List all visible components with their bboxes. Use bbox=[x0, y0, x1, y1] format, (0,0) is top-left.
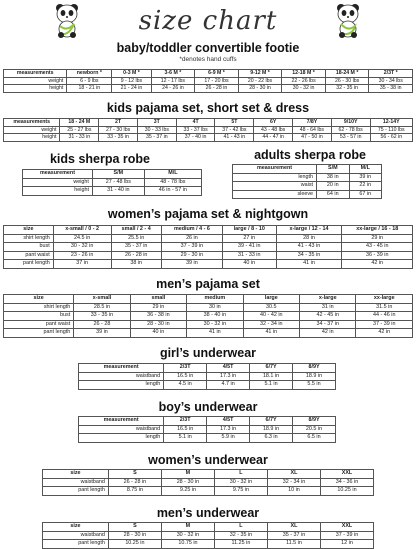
table-header-cell: M/L bbox=[144, 170, 201, 179]
row-label: height bbox=[23, 187, 93, 196]
table-cell: 37 - 40 in bbox=[176, 134, 215, 142]
table-cell: 18 - 21 in bbox=[67, 85, 112, 93]
table-cell: 37 - 42 lbs bbox=[215, 126, 254, 134]
table-cell: 29 - 30 in bbox=[161, 251, 222, 260]
row-label: pant length bbox=[43, 487, 109, 496]
table-cell: 39 in bbox=[74, 329, 130, 338]
table-header-cell: measurement bbox=[23, 170, 93, 179]
kids-pajama-size-table bbox=[3, 118, 413, 142]
table-header-cell: 4T bbox=[176, 119, 215, 127]
table-row bbox=[233, 190, 382, 199]
table-cell: 12 in bbox=[320, 540, 373, 549]
table-cell: 27 - 48 lbs bbox=[92, 178, 144, 187]
table-row bbox=[233, 173, 382, 182]
table-row bbox=[4, 312, 413, 321]
table-header-cell: 7/8Y bbox=[293, 119, 332, 127]
mens-pajama-size-table bbox=[3, 294, 413, 338]
row-label: shirt length bbox=[4, 303, 74, 312]
row-label: pant length bbox=[4, 329, 74, 338]
table-row bbox=[4, 134, 413, 142]
table-cell: 43 - 45 in bbox=[342, 243, 413, 252]
table-cell: 26 - 28 in bbox=[108, 478, 161, 487]
table-cell: 28 - 30 in bbox=[161, 478, 214, 487]
table-cell: 17.3 in bbox=[207, 425, 250, 434]
table-cell: 34 - 37 in bbox=[300, 320, 356, 329]
table-cell: 41 - 43 in bbox=[276, 243, 342, 252]
table-cell: 35 - 37 in bbox=[267, 531, 320, 540]
table-header-cell: x-large / 12 - 14 bbox=[276, 226, 342, 235]
table-cell: 22 in bbox=[349, 182, 381, 191]
row-label: height bbox=[4, 134, 60, 142]
table-cell: 28 - 30 in bbox=[238, 85, 282, 93]
mens-pajama-title: men’s pajama set bbox=[156, 277, 260, 291]
table-header-cell: L bbox=[214, 523, 267, 532]
table-header-cell: 6-9 M * bbox=[195, 70, 239, 78]
table-header-cell: L bbox=[214, 470, 267, 479]
table-header-cell: newborn * bbox=[67, 70, 112, 78]
table-header-cell: small / 2 - 4 bbox=[111, 226, 161, 235]
girls-underwear-size-table bbox=[78, 363, 336, 390]
table-cell: 67 in bbox=[349, 190, 381, 199]
table-cell: 30 - 32 in bbox=[161, 531, 214, 540]
womens-pajama-size-table bbox=[3, 225, 413, 269]
table-header-cell: xx-large / 16 - 18 bbox=[342, 226, 413, 235]
table-cell: 9 - 12 lbs bbox=[112, 77, 151, 85]
row-label: bust bbox=[4, 243, 54, 252]
table-cell: 30.5 bbox=[243, 303, 299, 312]
table-cell: 37 in bbox=[53, 260, 111, 269]
table-cell: 6.3 in bbox=[250, 434, 293, 443]
womens-pajama-title: women’s pajama set & nightgown bbox=[107, 207, 309, 221]
table-cell: 35 - 37 in bbox=[111, 243, 161, 252]
table-header-row bbox=[4, 295, 413, 304]
table-header-cell: 8/9Y bbox=[293, 364, 336, 373]
table-cell: 30 - 33 lbs bbox=[137, 126, 176, 134]
row-label: bust bbox=[4, 312, 74, 321]
kids-robe-size-table bbox=[22, 169, 202, 196]
table-header-row bbox=[43, 523, 374, 532]
row-label: waistband bbox=[79, 372, 164, 381]
table-cell: 31.5 in bbox=[356, 303, 413, 312]
table-header-cell: measurement bbox=[233, 165, 317, 174]
table-cell: 62 - 78 lbs bbox=[331, 126, 370, 134]
table-cell: 9.25 in bbox=[161, 487, 214, 496]
table-row bbox=[79, 372, 336, 381]
table-header-cell: medium / 4 - 6 bbox=[161, 226, 222, 235]
table-cell: 28.5 in bbox=[74, 303, 130, 312]
table-cell: 35 - 38 in bbox=[369, 85, 413, 93]
table-cell: 42 - 45 in bbox=[300, 312, 356, 321]
table-cell: 34 - 36 in bbox=[320, 478, 373, 487]
table-header-row bbox=[233, 165, 382, 174]
table-cell: 36 - 39 in bbox=[342, 251, 413, 260]
table-cell: 38 in bbox=[317, 173, 349, 182]
mens-underwear-size-table bbox=[42, 522, 374, 549]
row-label: shirt length bbox=[4, 234, 54, 243]
table-cell: 48 - 64 lbs bbox=[293, 126, 332, 134]
table-cell: 28 in bbox=[276, 234, 342, 243]
table-cell: 33 - 35 in bbox=[74, 312, 130, 321]
table-header-cell: S/M bbox=[92, 170, 144, 179]
table-cell: 5.1 in bbox=[250, 381, 293, 390]
row-label: waistband bbox=[43, 531, 109, 540]
table-cell: 35 - 37 in bbox=[137, 134, 176, 142]
table-header-cell: 12-18 M * bbox=[282, 70, 326, 78]
table-cell: 32 - 34 in bbox=[267, 478, 320, 487]
table-cell: 46 in - 57 in bbox=[144, 187, 201, 196]
table-header-cell: XXL bbox=[320, 470, 373, 479]
table-cell: 11.5 in bbox=[267, 540, 320, 549]
table-row bbox=[23, 187, 202, 196]
table-cell: 38 - 40 in bbox=[187, 312, 243, 321]
table-cell: 29 in bbox=[342, 234, 413, 243]
table-header-row bbox=[23, 170, 202, 179]
table-cell: 18.9 in bbox=[293, 372, 336, 381]
table-header-cell: 4/5T bbox=[207, 417, 250, 426]
table-cell: 25.5 in bbox=[111, 234, 161, 243]
table-header-cell: XXL bbox=[320, 523, 373, 532]
table-cell: 16.5 in bbox=[164, 372, 207, 381]
table-header-cell: M bbox=[161, 470, 214, 479]
table-cell: 42 in bbox=[356, 329, 413, 338]
table-header-cell: size bbox=[4, 226, 54, 235]
table-header-cell: size bbox=[4, 295, 74, 304]
table-cell: 41 - 43 in bbox=[215, 134, 254, 142]
table-header-cell: XL bbox=[267, 523, 320, 532]
table-header-row bbox=[4, 119, 413, 127]
table-header-cell: x-small bbox=[74, 295, 130, 304]
table-row bbox=[43, 478, 374, 487]
table-header-cell: 3-6 M * bbox=[151, 70, 195, 78]
table-cell: 64 in bbox=[317, 190, 349, 199]
table-cell: 10.25 in bbox=[320, 487, 373, 496]
table-cell: 30 - 34 lbs bbox=[369, 77, 413, 85]
table-cell: 6.5 in bbox=[293, 434, 336, 443]
table-header-cell: 5T bbox=[215, 119, 254, 127]
table-cell: 31 - 40 in bbox=[92, 187, 144, 196]
table-cell: 21 - 24 in bbox=[112, 85, 151, 93]
boys-underwear-size-table bbox=[78, 416, 336, 443]
table-cell: 10.75 in bbox=[161, 540, 214, 549]
row-label: pant length bbox=[43, 540, 109, 549]
table-cell: 37 - 39 in bbox=[356, 320, 413, 329]
table-cell: 40 in bbox=[130, 329, 186, 338]
table-cell: 43 - 48 lbs bbox=[254, 126, 293, 134]
table-cell: 53 - 57 in bbox=[331, 134, 370, 142]
table-cell: 26 - 30 lbs bbox=[325, 77, 369, 85]
row-label: length bbox=[79, 381, 164, 390]
table-cell: 37 - 39 in bbox=[161, 243, 222, 252]
table-cell: 17.3 in bbox=[207, 372, 250, 381]
table-row bbox=[79, 434, 336, 443]
table-cell: 25 - 27 lbs bbox=[60, 126, 99, 134]
page-title: size chart bbox=[138, 6, 278, 36]
row-label: waist bbox=[233, 182, 317, 191]
footie-title: baby/toddler convertible footie bbox=[116, 41, 300, 55]
table-header-cell: XL bbox=[267, 470, 320, 479]
row-label: waistband bbox=[79, 425, 164, 434]
table-row bbox=[4, 303, 413, 312]
table-header-row bbox=[4, 226, 413, 235]
table-cell: 34 - 35 in bbox=[276, 251, 342, 260]
footie-note: *denotes hand cuffs bbox=[179, 56, 237, 63]
table-header-cell: small bbox=[130, 295, 186, 304]
table-row bbox=[4, 251, 413, 260]
table-row bbox=[4, 243, 413, 252]
table-cell: 39 - 41 in bbox=[222, 243, 276, 252]
table-header-cell: 6/7Y bbox=[250, 364, 293, 373]
table-cell: 24.5 in bbox=[53, 234, 111, 243]
table-row bbox=[79, 381, 336, 390]
table-row bbox=[23, 178, 202, 187]
table-header-cell: 18-24 M * bbox=[325, 70, 369, 78]
kids-robe-title: kids sherpa robe bbox=[49, 152, 151, 166]
table-cell: 38 in bbox=[111, 260, 161, 269]
adults-robe-title: adults sherpa robe bbox=[254, 148, 366, 162]
table-cell: 26 - 28 bbox=[74, 320, 130, 329]
table-cell: 26 in bbox=[161, 234, 222, 243]
table-header-cell: 2/3T bbox=[164, 364, 207, 373]
womens-underwear-title: women’s underwear bbox=[148, 453, 268, 467]
table-header-cell: 2/3T * bbox=[369, 70, 413, 78]
table-row bbox=[4, 234, 413, 243]
table-cell: 18.1 in bbox=[250, 372, 293, 381]
table-cell: 33 - 37 lbs bbox=[176, 126, 215, 134]
table-cell: 12 - 17 lbs bbox=[151, 77, 195, 85]
table-header-cell: x-small / 0 - 2 bbox=[53, 226, 111, 235]
row-label: weight bbox=[23, 178, 93, 187]
table-header-cell: xx-large bbox=[356, 295, 413, 304]
table-header-cell: measurements bbox=[4, 119, 60, 127]
table-cell: 32 - 34 in bbox=[243, 320, 299, 329]
row-label: waistband bbox=[43, 478, 109, 487]
table-cell: 20.5 in bbox=[293, 425, 336, 434]
kids-pajama-title: kids pajama set, short set & dress bbox=[106, 101, 310, 115]
table-header-row bbox=[4, 70, 413, 78]
table-cell: 37 - 39 in bbox=[320, 531, 373, 540]
table-cell: 23 - 26 in bbox=[53, 251, 111, 260]
table-cell: 32 - 35 in bbox=[214, 531, 267, 540]
table-header-cell: M/L bbox=[349, 165, 381, 174]
table-header-row bbox=[79, 417, 336, 426]
table-cell: 39 in bbox=[349, 173, 381, 182]
adults-robe-size-table bbox=[232, 164, 382, 199]
table-cell: 29 in bbox=[130, 303, 186, 312]
table-header-row bbox=[43, 470, 374, 479]
table-header-cell: large / 8 - 10 bbox=[222, 226, 276, 235]
table-header-cell: size bbox=[43, 523, 109, 532]
row-label: weight bbox=[4, 126, 60, 134]
womens-underwear-size-table bbox=[42, 469, 374, 496]
table-cell: 32 - 35 in bbox=[325, 85, 369, 93]
table-row bbox=[43, 531, 374, 540]
table-cell: 30 - 32 in bbox=[214, 478, 267, 487]
table-cell: 4.7 in bbox=[207, 381, 250, 390]
table-header-cell: large bbox=[243, 295, 299, 304]
table-cell: 41 in bbox=[187, 329, 243, 338]
table-header-cell: 8/9Y bbox=[293, 417, 336, 426]
table-row bbox=[233, 182, 382, 191]
table-header-cell: 3T bbox=[137, 119, 176, 127]
table-cell: 18.9 in bbox=[250, 425, 293, 434]
table-cell: 48 - 78 lbs bbox=[144, 178, 201, 187]
table-header-row bbox=[79, 364, 336, 373]
table-cell: 20 in bbox=[317, 182, 349, 191]
row-label: height bbox=[4, 85, 67, 93]
table-header-cell: S bbox=[108, 470, 161, 479]
mens-underwear-title: men’s underwear bbox=[156, 506, 260, 520]
table-cell: 39 in bbox=[161, 260, 222, 269]
table-header-cell: measurement bbox=[79, 417, 164, 426]
table-cell: 5.9 in bbox=[207, 434, 250, 443]
table-cell: 28 - 30 in bbox=[130, 320, 186, 329]
table-cell: 41 in bbox=[243, 329, 299, 338]
table-header-cell: 18 - 24 M bbox=[60, 119, 99, 127]
table-row bbox=[4, 85, 413, 93]
row-label: weight bbox=[4, 77, 67, 85]
table-cell: 10.25 in bbox=[108, 540, 161, 549]
table-cell: 41 in bbox=[276, 260, 342, 269]
table-row bbox=[4, 77, 413, 85]
table-cell: 20 - 22 lbs bbox=[238, 77, 282, 85]
table-header-cell: measurements bbox=[4, 70, 67, 78]
table-header-cell: S/M bbox=[317, 165, 349, 174]
table-cell: 40 - 42 in bbox=[243, 312, 299, 321]
table-header-cell: 6Y bbox=[254, 119, 293, 127]
table-header-cell: size bbox=[43, 470, 109, 479]
boys-underwear-title: boy’s underwear bbox=[158, 400, 258, 414]
table-header-cell: 9/10Y bbox=[331, 119, 370, 127]
table-cell: 42 in bbox=[300, 329, 356, 338]
table-cell: 4.5 in bbox=[164, 381, 207, 390]
table-cell: 26 - 28 in bbox=[195, 85, 239, 93]
table-cell: 5.1 in bbox=[164, 434, 207, 443]
table-cell: 30 - 32 in bbox=[282, 85, 326, 93]
table-cell: 30 in bbox=[187, 303, 243, 312]
table-header-cell: 4/5T bbox=[207, 364, 250, 373]
table-cell: 33 - 35 in bbox=[99, 134, 138, 142]
table-cell: 8.75 in bbox=[108, 487, 161, 496]
table-cell: 44 - 46 in bbox=[356, 312, 413, 321]
table-row bbox=[4, 260, 413, 269]
table-header-cell: x-large bbox=[300, 295, 356, 304]
table-cell: 17 - 20 lbs bbox=[195, 77, 239, 85]
table-header-cell: 9-12 M * bbox=[238, 70, 282, 78]
table-header-cell: M bbox=[161, 523, 214, 532]
table-cell: 40 in bbox=[222, 260, 276, 269]
table-cell: 22 - 26 lbs bbox=[282, 77, 326, 85]
row-label: length bbox=[79, 434, 164, 443]
table-cell: 6 - 9 lbs bbox=[67, 77, 112, 85]
row-label: pant waist bbox=[4, 251, 54, 260]
table-cell: 47 - 50 in bbox=[293, 134, 332, 142]
table-row bbox=[4, 320, 413, 329]
table-cell: 26 - 28 in bbox=[111, 251, 161, 260]
table-header-cell: 6/7Y bbox=[250, 417, 293, 426]
table-cell: 27 - 30 lbs bbox=[99, 126, 138, 134]
table-row bbox=[4, 126, 413, 134]
row-label: pant waist bbox=[4, 320, 74, 329]
table-cell: 27 in bbox=[222, 234, 276, 243]
table-cell: 16.5 in bbox=[164, 425, 207, 434]
table-row bbox=[43, 487, 374, 496]
table-header-cell: 0-3 M * bbox=[112, 70, 151, 78]
table-header-cell: 12-14Y bbox=[370, 119, 412, 127]
table-cell: 31 - 33 in bbox=[222, 251, 276, 260]
footie-size-table bbox=[3, 69, 413, 93]
table-cell: 5.5 in bbox=[293, 381, 336, 390]
row-label: pant length bbox=[4, 260, 54, 269]
table-cell: 11.25 in bbox=[214, 540, 267, 549]
row-label: length bbox=[233, 173, 317, 182]
table-cell: 44 - 47 in bbox=[254, 134, 293, 142]
table-cell: 75 - 110 lbs bbox=[370, 126, 412, 134]
table-header-cell: measurement bbox=[79, 364, 164, 373]
table-header-cell: 2/3T bbox=[164, 417, 207, 426]
table-header-cell: medium bbox=[187, 295, 243, 304]
table-cell: 24 - 26 in bbox=[151, 85, 195, 93]
table-cell: 56 - 62 in bbox=[370, 134, 412, 142]
table-cell: 30 - 32 in bbox=[53, 243, 111, 252]
table-cell: 31 - 33 in bbox=[60, 134, 99, 142]
girls-underwear-title: girl’s underwear bbox=[159, 346, 257, 360]
table-header-cell: S bbox=[108, 523, 161, 532]
table-cell: 9.75 in bbox=[214, 487, 267, 496]
table-cell: 31 in bbox=[300, 303, 356, 312]
table-row bbox=[79, 425, 336, 434]
table-cell: 36 - 38 in bbox=[130, 312, 186, 321]
table-cell: 30 - 32 in bbox=[187, 320, 243, 329]
table-cell: 42 in bbox=[342, 260, 413, 269]
row-label: sleeve bbox=[233, 190, 317, 199]
table-cell: 28 - 30 in bbox=[108, 531, 161, 540]
table-row bbox=[4, 329, 413, 338]
table-cell: 10 in bbox=[267, 487, 320, 496]
table-header-cell: 2T bbox=[99, 119, 138, 127]
